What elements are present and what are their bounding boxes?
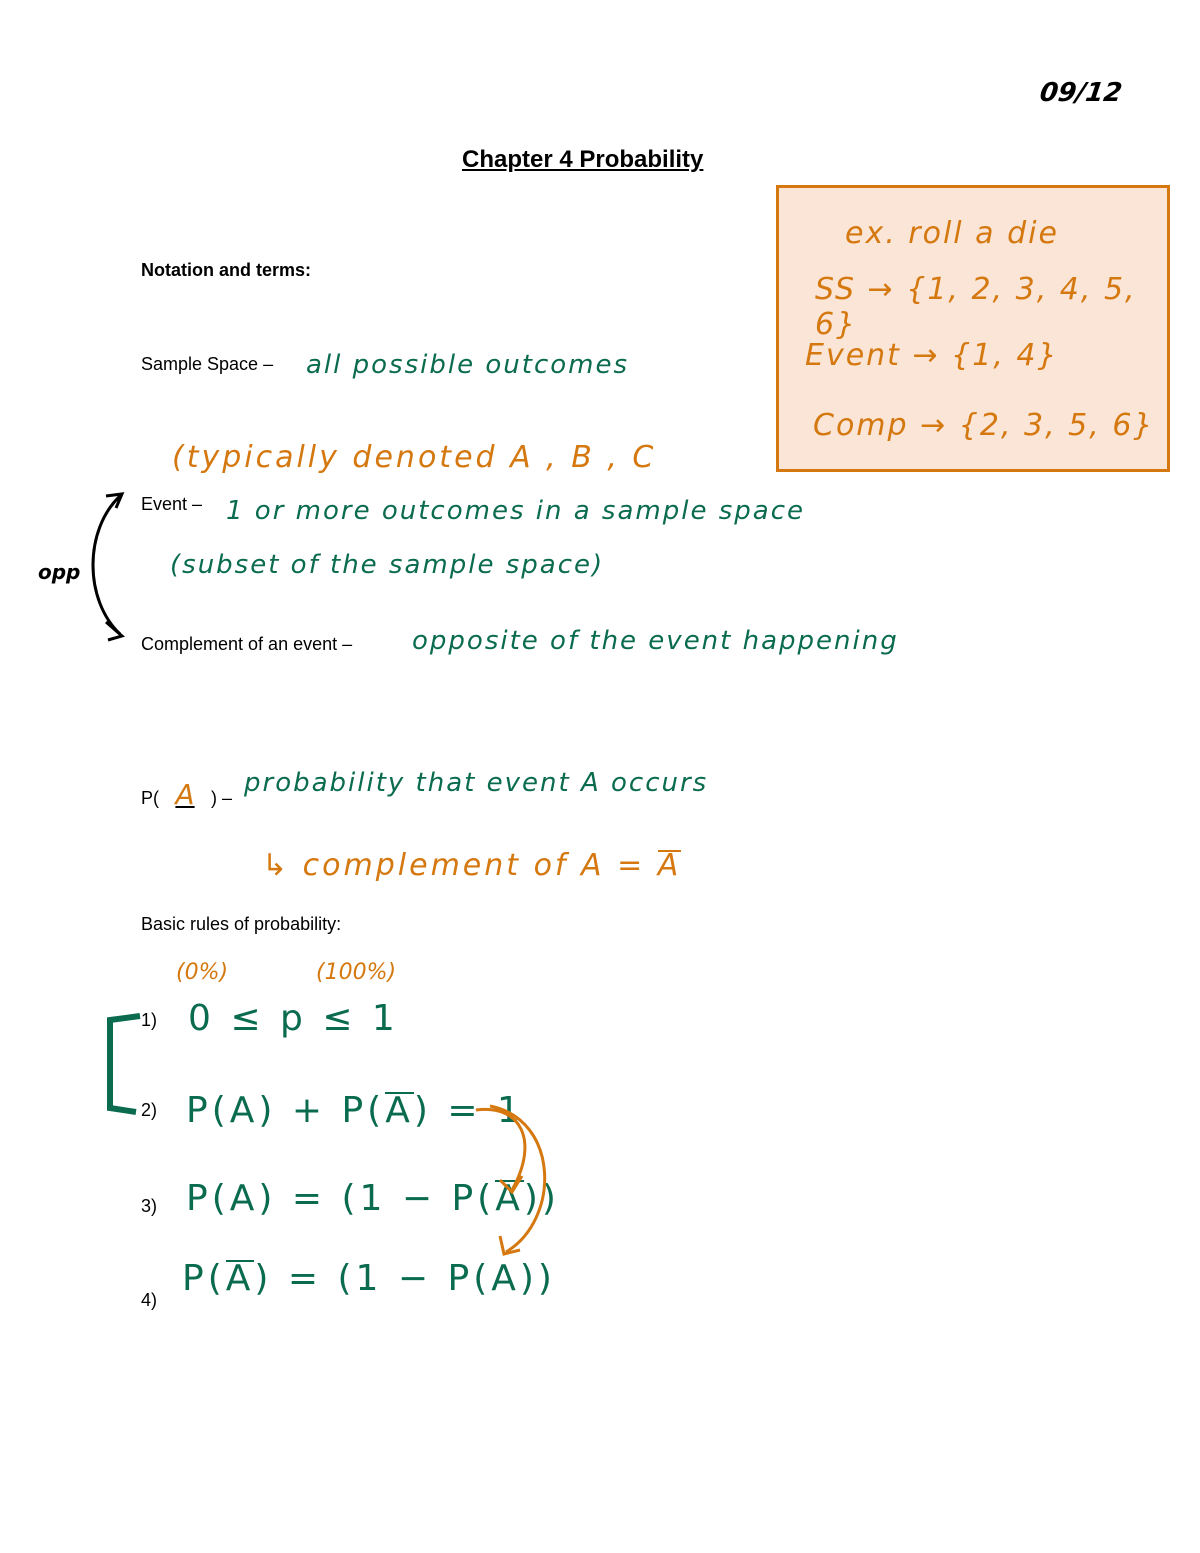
a-bar-symbol: A xyxy=(657,848,682,883)
a-bar-symbol: A xyxy=(225,1258,255,1299)
rule-number: 3) xyxy=(141,1196,158,1216)
arrow-to-rule-3 xyxy=(476,1109,525,1190)
example-line-event: Event → {1, 4} xyxy=(805,338,1059,373)
formula-part: )) xyxy=(523,1178,560,1219)
opp-arrow-head-bottom xyxy=(106,622,122,640)
complement-of-a-text: ↳ complement of A = xyxy=(262,848,646,883)
formula-part: P(A) + P( xyxy=(186,1090,386,1131)
sample-space-note: all possible outcomes xyxy=(306,350,630,380)
event-subset-note: (subset of the sample space) xyxy=(170,550,605,580)
a-bar-symbol: A xyxy=(495,1178,524,1219)
formula-part: ) = 1 xyxy=(413,1090,524,1131)
probability-fill-in: A xyxy=(175,778,195,811)
formula-part: ) = (1 − P(A)) xyxy=(254,1258,556,1299)
rule-number: 4) xyxy=(141,1290,158,1310)
opp-annotation: opp xyxy=(38,560,81,584)
typically-denoted-note: (typically denoted A , B , C xyxy=(172,440,657,475)
probability-label-open: P( xyxy=(141,788,159,808)
event-note: 1 or more outcomes in a sample space xyxy=(226,496,805,526)
annotation-zero-percent: (0%) xyxy=(176,960,229,985)
event-label: Event – xyxy=(141,494,203,514)
rule-number: 2) xyxy=(141,1100,158,1120)
example-line-sample-space: SS → {1, 2, 3, 4, 5, 6} xyxy=(815,272,1137,342)
rules-heading: Basic rules of probability: xyxy=(141,914,342,934)
complement-label: Complement of an event – xyxy=(141,634,353,654)
example-line-complement: Comp → {2, 3, 5, 6} xyxy=(813,408,1155,443)
example-line-roll-die: ex. roll a die xyxy=(845,216,1059,251)
annotation-hundred-percent: (100%) xyxy=(316,960,397,985)
probability-note: probability that event A occurs xyxy=(244,768,709,798)
notation-heading: Notation and terms: xyxy=(141,260,312,280)
formula-part: P(A) = (1 − P( xyxy=(186,1178,496,1219)
rule-1-formula: 0 ≤ p ≤ 1 xyxy=(188,998,399,1039)
opp-arrow-stroke xyxy=(93,496,120,634)
page-title: Chapter 4 Probability xyxy=(462,146,704,173)
rule-number: 1) xyxy=(141,1010,158,1030)
handwritten-date: 09/12 xyxy=(1037,78,1124,108)
rules-bracket xyxy=(110,1016,140,1112)
a-bar-symbol: A xyxy=(385,1090,414,1131)
probability-label-close: ) – xyxy=(211,788,233,808)
formula-part: P( xyxy=(182,1258,226,1299)
sample-space-label: Sample Space – xyxy=(141,354,274,374)
complement-note: opposite of the event happening xyxy=(412,626,899,656)
